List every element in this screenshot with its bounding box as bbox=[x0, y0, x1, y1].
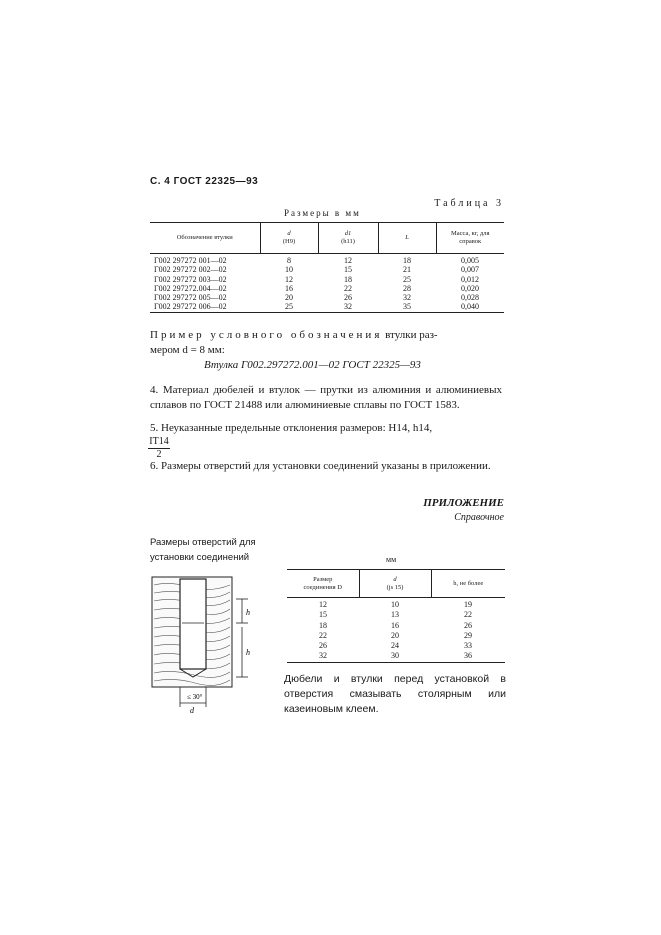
example-text: Пример условного обозначения втулки раз- мером d = 8 мм: bbox=[150, 329, 438, 356]
holes-table-units: мм bbox=[386, 555, 397, 564]
table-cell: 22 bbox=[344, 283, 352, 293]
table-cell: 33 bbox=[464, 641, 472, 651]
table-cell: 32 bbox=[403, 293, 411, 303]
table-cell: 24 bbox=[391, 641, 399, 651]
col-L: L bbox=[378, 223, 436, 254]
table-row bbox=[150, 284, 504, 293]
table-cell: 0,005 bbox=[461, 256, 479, 265]
table-cell: 26 bbox=[344, 293, 352, 303]
col-h: h, не более bbox=[431, 570, 505, 598]
table-row bbox=[150, 293, 504, 302]
table-cell: 12 bbox=[285, 274, 293, 284]
table-cell: 18 bbox=[344, 274, 352, 284]
table-cell: Г002 297272 002—02 bbox=[154, 265, 227, 275]
label-h1: h bbox=[246, 608, 250, 617]
table-units: Размеры в мм bbox=[284, 208, 361, 218]
table-cell: Г002 297272 003—02 bbox=[154, 274, 227, 284]
table-row bbox=[287, 651, 505, 662]
col-size: Размер соединения D bbox=[287, 570, 359, 598]
table-row bbox=[287, 610, 505, 620]
table-cell: 18 bbox=[319, 620, 327, 630]
table-cell: 16 bbox=[391, 620, 399, 630]
table-cell: 13 bbox=[391, 610, 399, 620]
col-designation: Обозначение втулки bbox=[150, 223, 260, 254]
table-cell: 26 bbox=[319, 641, 327, 651]
table-row bbox=[287, 641, 505, 651]
page-header: С. 4 ГОСТ 22325—93 bbox=[150, 176, 259, 187]
paragraph-6: 6. Размеры отверстий для установки соединений указаны в приложении. bbox=[150, 460, 491, 472]
paragraph-4: 4. Материал дюбелей и втулок — прутки из алюминия и алюминиевых сплавов по ГОСТ 21488 или алюминиевые сплавы по ГОСТ 1583. bbox=[150, 384, 502, 411]
table-cell: 0,040 bbox=[436, 302, 504, 312]
label-h2: h bbox=[246, 648, 250, 657]
table-cell: 30 bbox=[359, 651, 431, 662]
table-cell: 12 bbox=[319, 600, 327, 609]
table-row bbox=[287, 598, 505, 611]
table-cell: Г002 297272.004—02 bbox=[154, 283, 227, 293]
table-cell: 0,007 bbox=[461, 265, 479, 275]
table-row bbox=[287, 621, 505, 631]
table-cell: 21 bbox=[403, 265, 411, 275]
label-d: d bbox=[190, 706, 194, 715]
table-cell: 10 bbox=[285, 265, 293, 275]
figure-title: Размеры отверстий для установки соединений bbox=[150, 537, 256, 563]
table-cell: 25 bbox=[403, 274, 411, 284]
table-cell: 29 bbox=[464, 630, 472, 640]
table-cell: 22 bbox=[464, 610, 472, 620]
col-d1: d1 (h11) bbox=[318, 223, 378, 254]
table-cell: 20 bbox=[285, 293, 293, 303]
table-cell: 28 bbox=[403, 283, 411, 293]
table-row bbox=[150, 254, 504, 266]
table-cell: 32 bbox=[318, 302, 378, 312]
table-cell: 8 bbox=[287, 256, 291, 265]
table-label: Таблица 3 bbox=[434, 198, 504, 209]
appendix-title: ПРИЛОЖЕНИЕ bbox=[423, 497, 504, 509]
appendix-subtitle: Справочное bbox=[454, 512, 504, 523]
col-mass: Масса, кг, для справок bbox=[436, 223, 504, 254]
table-cell: 36 bbox=[431, 651, 505, 662]
table-cell: Г002 297272 005—02 bbox=[154, 293, 227, 303]
label-angle: ≤ 30° bbox=[187, 693, 203, 701]
fraction-it14: $\frac{IT14}{2}$ bbox=[149, 436, 169, 460]
table-cell: 12 bbox=[344, 256, 352, 265]
example-designation: Втулка Г002.297272.001—02 ГОСТ 22325—93 bbox=[204, 359, 421, 371]
table-cell: 22 bbox=[319, 630, 327, 640]
table-cell: 10 bbox=[391, 600, 399, 609]
sleeve-table bbox=[150, 222, 504, 313]
table-row bbox=[150, 302, 504, 312]
table-row bbox=[150, 275, 504, 284]
col-d: d (H9) bbox=[260, 223, 318, 254]
table-cell: 18 bbox=[403, 256, 411, 265]
table-cell: 0,028 bbox=[461, 293, 479, 303]
table-cell: 26 bbox=[464, 620, 472, 630]
table-cell: 15 bbox=[344, 265, 352, 275]
hole-drawing bbox=[150, 575, 270, 715]
table-cell: 16 bbox=[285, 283, 293, 293]
hole bbox=[180, 579, 206, 669]
table-cell: 35 bbox=[378, 302, 436, 312]
note-text: Дюбели и втулки перед установкой в отверстия смазывать столярным или казеиновым клеем. bbox=[284, 673, 506, 715]
holes-table bbox=[287, 569, 505, 663]
col-hole-d: d (js 15) bbox=[359, 570, 431, 598]
table-cell: 0,012 bbox=[461, 274, 479, 284]
table-row bbox=[287, 631, 505, 641]
table-cell: Г002 297272 006—02 bbox=[150, 302, 260, 312]
table-cell: 0,020 bbox=[461, 283, 479, 293]
paragraph-5: 5. Неуказанные предельные отклонения размеров: Н14, h14, bbox=[150, 422, 433, 434]
table-cell: 25 bbox=[260, 302, 318, 312]
table-cell: 20 bbox=[391, 630, 399, 640]
table-cell: Г002 297272 001—02 bbox=[154, 256, 227, 265]
table-cell: 32 bbox=[287, 651, 359, 662]
table-cell: 19 bbox=[464, 600, 472, 609]
table-row bbox=[150, 265, 504, 274]
table-cell: 15 bbox=[319, 610, 327, 620]
